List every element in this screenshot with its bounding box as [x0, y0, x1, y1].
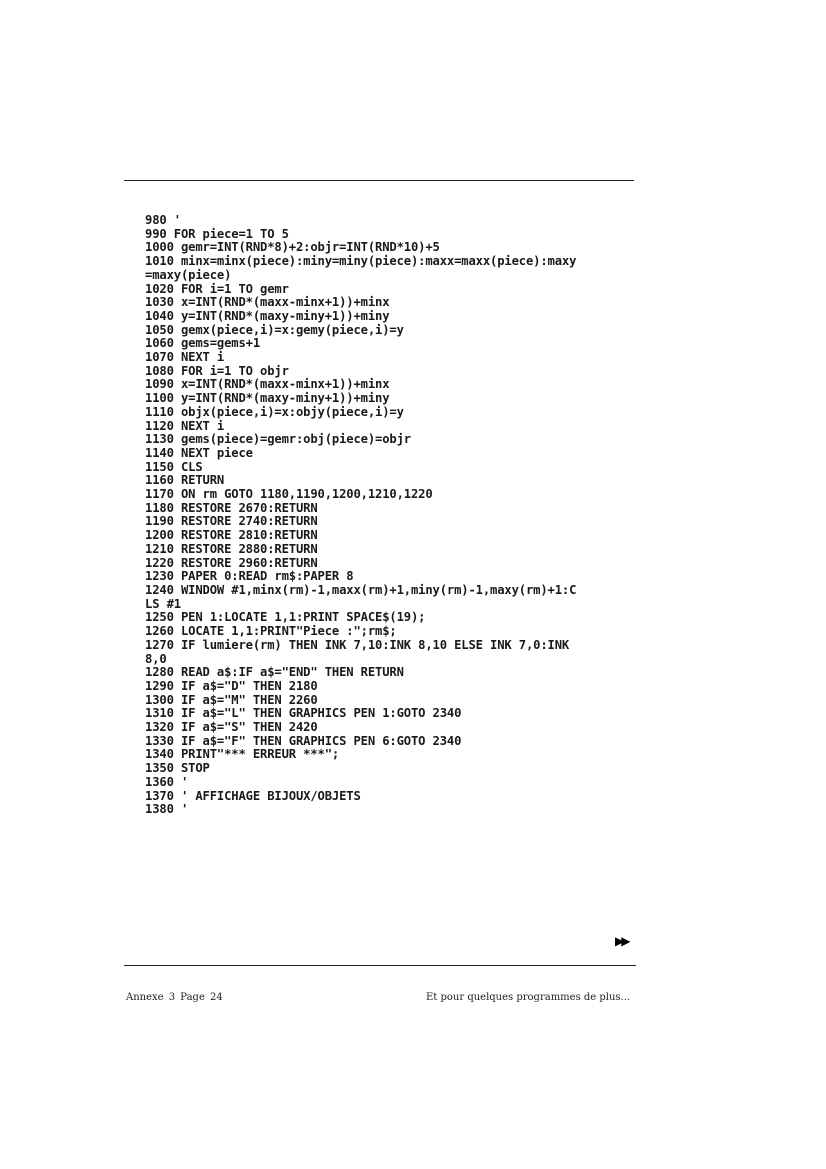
footer-book-title: Et pour quelques programmes de plus... [426, 992, 631, 1003]
code-line: 1330 IF a$="F" THEN GRAPHICS PEN 6:GOTO 2340 [145, 733, 462, 748]
code-line: 1090 x=INT(RND*(maxx-minx+1))+minx [145, 377, 390, 392]
code-line: 1200 RESTORE 2810:RETURN [145, 528, 318, 543]
code-line: 8,0 [145, 651, 167, 666]
code-line: 1060 gems=gems+1 [145, 336, 260, 351]
code-line: 1080 FOR i=1 TO objr [145, 363, 289, 378]
code-line: 980 ' [145, 213, 181, 227]
code-line: 990 FOR piece=1 TO 5 [145, 226, 289, 241]
top-rule [124, 180, 634, 181]
code-line: 1270 IF lumiere(rm) THEN INK 7,10:INK 8,10 ELSE INK 7,0:INK [145, 637, 570, 652]
code-line: 1310 IF a$="L" THEN GRAPHICS PEN 1:GOTO 2340 [145, 706, 462, 721]
code-line: 1210 RESTORE 2880:RETURN [145, 541, 318, 556]
code-line: 1040 y=INT(RND*(maxy-miny+1))+miny [145, 308, 390, 323]
code-line: 1070 NEXT i [145, 350, 225, 365]
code-line: 1100 y=INT(RND*(maxy-miny+1))+miny [145, 391, 390, 406]
code-line: 1340 PRINT"*** ERREUR ***"; [145, 747, 340, 762]
basic-code-listing [145, 214, 645, 817]
continue-arrow-icon: ▶▶ [615, 934, 628, 948]
code-line: 1300 IF a$="M" THEN 2260 [145, 692, 318, 707]
code-line: 1230 PAPER 0:READ rm$:PAPER 8 [145, 569, 354, 584]
code-line: 1350 STOP [145, 761, 210, 776]
code-line: 1240 WINDOW #1,minx(rm)-1,maxx(rm)+1,miny(rm)-1,maxy(rm)+1:C [145, 582, 577, 597]
code-line: 1180 RESTORE 2670:RETURN [145, 500, 318, 515]
footer-page-label: Annexe 3 Page 24 [126, 992, 223, 1003]
code-line: 1190 RESTORE 2740:RETURN [145, 514, 318, 529]
code-line: 1150 CLS [145, 459, 203, 474]
code-line: 1030 x=INT(RND*(maxx-minx+1))+minx [145, 295, 390, 310]
code-line: 1370 ' AFFICHAGE BIJOUX/OBJETS [145, 788, 361, 803]
code-line: 1020 FOR i=1 TO gemr [145, 281, 289, 296]
code-line: =maxy(piece) [145, 267, 232, 282]
code-line: 1140 NEXT piece [145, 445, 253, 460]
code-line: 1120 NEXT i [145, 418, 225, 433]
code-line: 1010 minx=minx(piece):miny=miny(piece):maxx=maxx(piece):maxy [145, 254, 577, 269]
code-line: 1220 RESTORE 2960:RETURN [145, 555, 318, 570]
code-line: 1250 PEN 1:LOCATE 1,1:PRINT SPACE$(19); [145, 610, 426, 625]
code-line: 1260 LOCATE 1,1:PRINT"Piece :";rm$; [145, 624, 397, 639]
code-line: 1110 objx(piece,i)=x:objy(piece,i)=y [145, 404, 404, 419]
bottom-rule [124, 965, 636, 966]
code-line: 1050 gemx(piece,i)=x:gemy(piece,i)=y [145, 322, 404, 337]
code-line: 1290 IF a$="D" THEN 2180 [145, 678, 318, 693]
code-line: LS #1 [145, 596, 181, 611]
code-line: 1170 ON rm GOTO 1180,1190,1200,1210,1220 [145, 487, 433, 502]
code-line: 1380 ' [145, 802, 189, 817]
code-line: 1360 ' [145, 774, 189, 789]
code-line: 1000 gemr=INT(RND*8)+2:objr=INT(RND*10)+5 [145, 240, 440, 255]
code-line: 1280 READ a$:IF a$="END" THEN RETURN [145, 665, 404, 680]
code-line: 1160 RETURN [145, 473, 225, 488]
code-line: 1320 IF a$="S" THEN 2420 [145, 720, 318, 735]
code-line: 1130 gems(piece)=gemr:obj(piece)=objr [145, 432, 411, 447]
